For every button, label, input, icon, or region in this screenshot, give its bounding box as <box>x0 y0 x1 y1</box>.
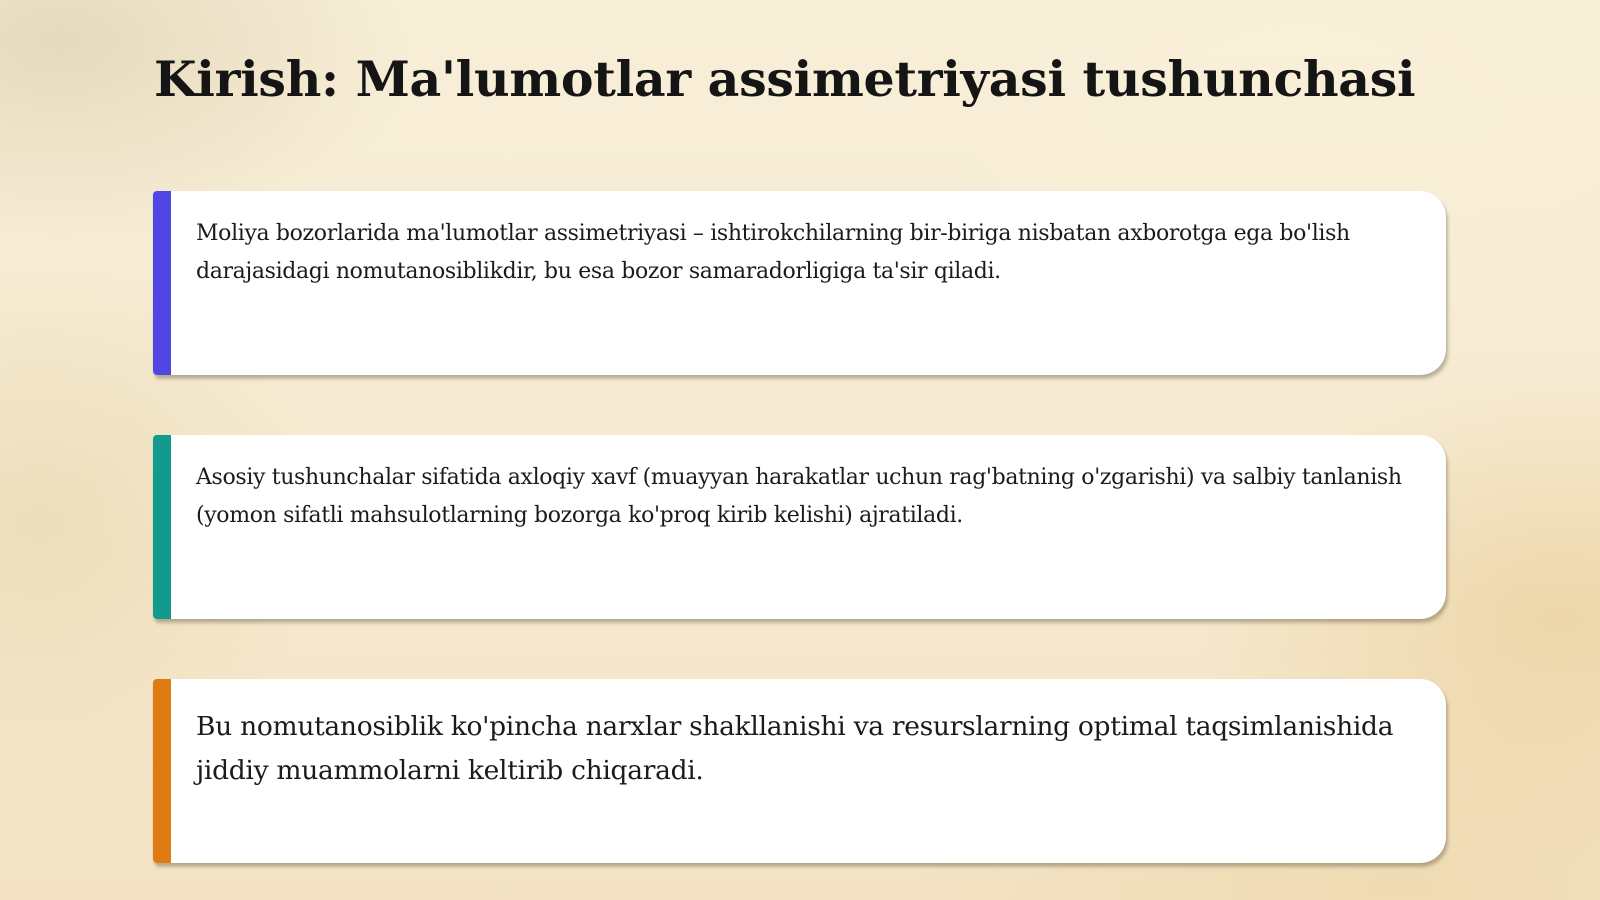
accent-bar-1 <box>153 191 171 375</box>
content-card-2 <box>153 435 1446 619</box>
page-title: Kirish: Ma'lumotlar assimetriyasi tushunchasi <box>154 50 1416 108</box>
card-text-3: Bu nomutanosiblik ko'pincha narxlar shakllanishi va resurslarning optimal taqsimlanishida jiddiy muammolarni keltirib chiqaradi. <box>196 711 1394 786</box>
accent-bar-3 <box>153 679 171 863</box>
content-card-3 <box>153 679 1446 863</box>
card-text-2: Asosiy tushunchalar sifatida axloqiy xavf (muayyan harakatlar uchun rag'batning o'zgarishi) va salbiy tanlanish (yomon sifatli mahsulotlarning bozorga ko'proq kirib kelishi) ajratiladi. <box>196 465 1402 528</box>
content-card-1 <box>153 191 1446 375</box>
card-text-1: Moliya bozorlarida ma'lumotlar assimetriyasi – ishtirokchilarning bir-biriga nisbatan axborotga ega bo'lish darajasidagi nomutanosiblikdir, bu esa bozor samaradorligiga ta'sir qiladi. <box>196 221 1350 284</box>
accent-bar-2 <box>153 435 171 619</box>
